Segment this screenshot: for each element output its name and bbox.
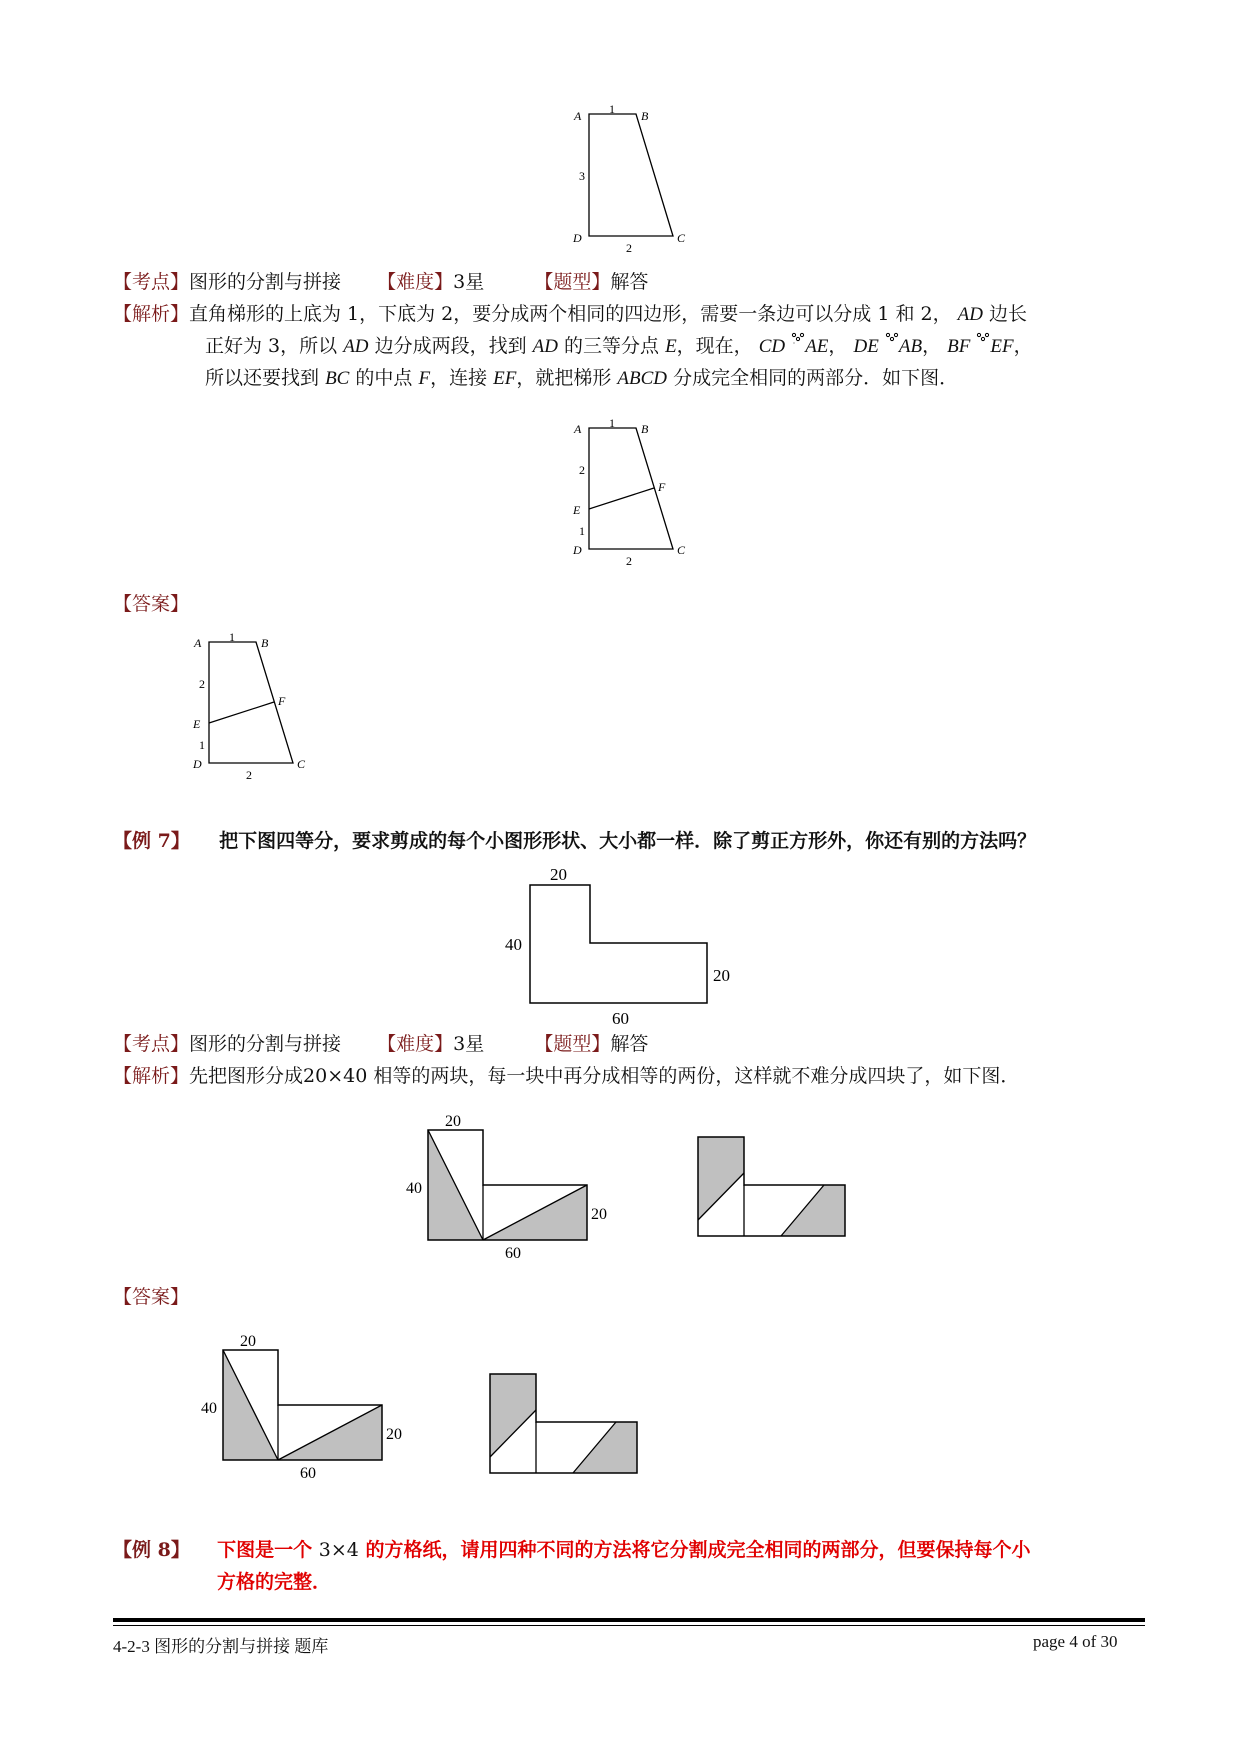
side-length-label: 2	[246, 768, 252, 782]
example-7	[113, 827, 1036, 855]
side-length-label: 2	[579, 463, 585, 477]
side-length-label: 1	[609, 418, 615, 430]
math-var: BF	[947, 336, 971, 357]
kaodian-value: 图形的分割与拼接	[189, 271, 342, 293]
math-var: AE	[805, 336, 829, 357]
side-length-label: 40	[505, 935, 522, 954]
analysis-text: 先把图形分成	[189, 1065, 304, 1087]
footer-rule	[113, 1618, 1145, 1622]
math-var: ABCD	[617, 368, 668, 389]
l-shape	[530, 885, 707, 1003]
side-length-label: 20	[240, 1333, 256, 1350]
side-length-label: 2	[626, 241, 632, 255]
analysis-text: ，	[922, 335, 942, 357]
side-length-label: 60	[505, 1245, 521, 1262]
tixing-value: 解答	[610, 1033, 649, 1055]
analysis-line	[113, 300, 1027, 329]
tixing-value: 解答	[610, 271, 649, 293]
l-shape-split-figure	[400, 1110, 620, 1270]
tixing-tag: 【题型】	[534, 271, 611, 293]
side-length-label: 40	[406, 1180, 422, 1197]
congruent-symbol-icon	[885, 332, 899, 346]
example-tag: 【例 7】	[113, 830, 190, 852]
l-shape-figure	[500, 860, 750, 1030]
math-var: AD	[957, 304, 983, 325]
vertex-label: B	[641, 422, 649, 436]
side-length-label: 20	[591, 1206, 607, 1223]
jiexi-tag: 【解析】	[113, 303, 190, 325]
example-text: 下图是一个	[217, 1539, 313, 1561]
shaded-quad	[490, 1374, 536, 1457]
example-8	[113, 1536, 1030, 1564]
meta-line	[113, 1030, 648, 1058]
analysis-text: ，就把梯形	[516, 367, 612, 389]
side-length-label: 60	[612, 1009, 629, 1028]
side-length-label: 40	[201, 1400, 217, 1417]
vertex-label: D	[573, 543, 582, 557]
footer-rule	[113, 1625, 1145, 1626]
math-expression: 20×40	[303, 1065, 368, 1087]
congruent-symbol-icon	[976, 332, 990, 346]
analysis-line	[113, 1062, 1019, 1090]
vertex-label: D	[573, 231, 582, 245]
analysis-text: 所以还要找到	[205, 367, 320, 389]
trapezoid-figure	[570, 100, 690, 260]
math-var: AD	[532, 336, 558, 357]
math-var: AD	[343, 336, 369, 357]
side-length-label: 1	[199, 738, 205, 752]
footer-left: 4-2-3 图形的分割与拼接 题库	[113, 1637, 329, 1656]
side-length-label: 2	[199, 677, 205, 691]
shaded-quad	[781, 1185, 845, 1236]
side-length-label: 2	[626, 554, 632, 568]
footer-page-number: page 4 of 30	[1033, 1632, 1118, 1651]
side-length-label: 1	[579, 524, 585, 538]
meta-line	[113, 268, 648, 296]
vertex-label: F	[658, 480, 666, 494]
vertex-label: C	[297, 757, 306, 771]
tixing-tag: 【题型】	[534, 1033, 611, 1055]
analysis-text: ，连接	[430, 367, 488, 389]
analysis-line	[205, 332, 1033, 361]
side-length-label: 60	[300, 1465, 316, 1482]
vertex-label: E	[573, 503, 581, 517]
analysis-text: 分成完全相同的两部分．如下图．	[673, 367, 959, 389]
example-text: 把下图四等分，要求剪成的每个小图形形状、大小都一样．除了剪正方形外，你还有别的方法吗？	[219, 830, 1037, 852]
jiexi-tag: 【解析】	[113, 1065, 190, 1087]
analysis-text: 的中点	[355, 367, 413, 389]
analysis-text: 的三等分点	[564, 335, 660, 357]
example-text: 的方格纸，请用四种不同的方法将它分割成完全相同的两部分，但要保持每个小	[365, 1539, 1031, 1561]
vertex-label: C	[677, 231, 686, 245]
vertex-label: B	[641, 109, 649, 123]
analysis-line	[205, 364, 958, 393]
vertex-label: D	[193, 757, 202, 771]
math-var: F	[418, 368, 431, 389]
vertex-label: A	[574, 109, 582, 123]
answer-tag: 【答案】	[113, 1286, 190, 1308]
math-var: EF	[493, 368, 517, 389]
answer-trapezoid-figure	[190, 632, 310, 792]
analysis-text: 直角梯形的上底为 1，下底为 2，要分成两个相同的四边形，需要一条边可以分成 1 和 2，	[189, 303, 952, 325]
math-var: E	[665, 336, 677, 357]
math-var: AB	[898, 336, 923, 357]
side-length-label: 20	[550, 865, 567, 884]
kaodian-value: 图形的分割与拼接	[189, 1033, 342, 1055]
vertex-label: C	[677, 543, 686, 557]
analysis-text: 相等的两块，每一块中再分成相等的两份，这样就不难分成四块了，如下图．	[373, 1065, 1020, 1087]
congruent-symbol-icon	[791, 332, 805, 346]
kaodian-tag: 【考点】	[113, 1033, 190, 1055]
analysis-text: ，	[1013, 335, 1033, 357]
vertex-label: F	[278, 694, 286, 708]
vertex-label: B	[261, 636, 269, 650]
math-var: CD	[758, 336, 786, 357]
nandu-value: 3星	[453, 1033, 485, 1055]
l-shape-alt-split-figure	[690, 1133, 870, 1273]
side-length-label: 1	[229, 632, 235, 644]
example-text: 方格的完整．	[217, 1571, 332, 1593]
example-tag: 【例 8】	[113, 1539, 190, 1561]
analysis-text: ，	[828, 335, 848, 357]
kaodian-tag: 【考点】	[113, 271, 190, 293]
math-var: EF	[990, 336, 1014, 357]
side-length-label: 20	[445, 1113, 461, 1130]
side-length-label: 1	[609, 102, 615, 116]
vertex-label: A	[194, 636, 202, 650]
side-length-label: 20	[713, 966, 730, 985]
side-length-label: 20	[386, 1426, 402, 1443]
trapezoid-shape	[589, 114, 673, 236]
math-var: BC	[325, 368, 350, 389]
answer-l-shape-alt-split-figure	[482, 1370, 662, 1510]
answer-tag: 【答案】	[113, 593, 190, 615]
nandu-tag: 【难度】	[377, 1033, 454, 1055]
vertex-label: A	[574, 422, 582, 436]
analysis-text: 正好为 3，所以	[205, 335, 338, 357]
trapezoid-split-figure	[570, 418, 690, 578]
analysis-text: ，现在，	[676, 335, 753, 357]
analysis-text: 边分成两段，找到	[374, 335, 527, 357]
answer-l-shape-split-figure	[195, 1330, 415, 1490]
math-expression: 3×4	[318, 1539, 359, 1561]
nandu-value: 3星	[453, 271, 485, 293]
vertex-label: E	[193, 717, 201, 731]
analysis-text: 边长	[989, 303, 1028, 325]
side-length-label: 3	[579, 169, 585, 183]
shaded-quad	[573, 1422, 637, 1473]
shaded-quad	[698, 1137, 744, 1220]
nandu-tag: 【难度】	[377, 271, 454, 293]
math-var: DE	[853, 336, 879, 357]
segment-ef	[209, 702, 274, 723]
segment-ef	[589, 488, 654, 509]
